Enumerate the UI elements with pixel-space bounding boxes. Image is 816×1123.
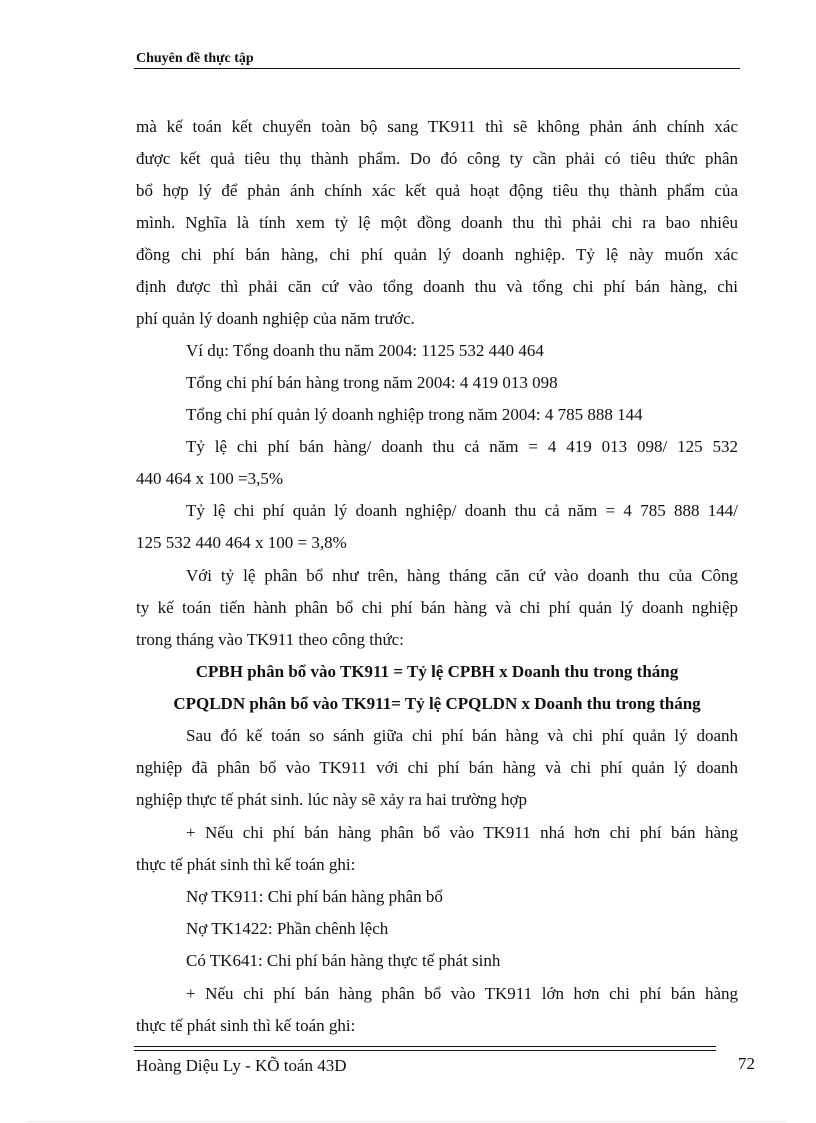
body-line: bổ hợp lý để phản ánh chính xác kết quả hoạt động tiêu thụ thành phẩm của [136,181,738,200]
body-line: nghiệp thực tế phát sinh. lúc này sẽ xảy ra hai trường hợp [136,790,527,809]
body-line: thực tế phát sinh thì kế toán ghi: [136,855,356,874]
body-line: 125 532 440 464 x 100 = 3,8% [136,533,347,552]
body-line: Nợ TK911: Chi phí bán hàng phân bổ [186,887,443,906]
body-line: Tổng chi phí quản lý doanh nghiệp trong năm 2004: 4 785 888 144 [186,405,643,424]
header-divider [134,68,740,69]
body-line: Với tỷ lệ phân bổ như trên, hàng tháng căn cứ vào doanh thu của Công [186,566,738,585]
body-line: Có TK641: Chi phí bán hàng thực tế phát sinh [186,951,501,970]
body-line: định được thì phải căn cứ vào tổng doanh thu và tổng chi phí bán hàng, chi [136,277,738,296]
body-line: + Nếu chi phí bán hàng phân bổ vào TK911 lớn hơn chi phí bán hàng [186,984,738,1003]
body-line: thực tế phát sinh thì kế toán ghi: [136,1016,356,1035]
formula-line: CPQLDN phân bổ vào TK911= Tỷ lệ CPQLDN x Doanh thu trong tháng [173,694,701,713]
body-line: phí quản lý doanh nghiệp của năm trước. [136,309,415,328]
body-line: mà kế toán kết chuyển toàn bộ sang TK911 thì sẽ không phản ánh chính xác [136,117,738,136]
body-line: Tỷ lệ chi phí bán hàng/ doanh thu cả năm = 4 419 013 098/ 125 532 [186,437,738,456]
formula-line: CPBH phân bổ vào TK911 = Tỷ lệ CPBH x Doanh thu trong tháng [195,662,679,681]
body-line: ty kế toán tiến hành phân bổ chi phí bán hàng và chi phí quản lý doanh nghiệp [136,598,738,617]
body-line: + Nếu chi phí bán hàng phân bổ vào TK911 nhá hơn chi phí bán hàng [186,823,738,842]
body-line: Tỷ lệ chi phí quản lý doanh nghiệp/ doanh thu cả năm = 4 785 888 144/ [186,501,738,520]
body-line: trong tháng vào TK911 theo công thức: [136,630,404,649]
body-line: Nợ TK1422: Phần chênh lệch [186,919,389,938]
footer-author: Hoàng Diệu Ly - KÕ toán 43D [136,1056,347,1075]
body-line: Ví dụ: Tổng doanh thu năm 2004: 1125 532 440 464 [186,341,544,360]
body-line: Tổng chi phí bán hàng trong năm 2004: 4 419 013 098 [186,373,558,392]
page-edge-divider [28,1121,788,1122]
body-line: mình. Nghĩa là tính xem tỷ lệ một đồng doanh thu thì phải chi ra bao nhiêu [136,213,738,232]
body-line: Sau đó kế toán so sánh giữa chi phí bán hàng và chi phí quản lý doanh [186,726,738,745]
body-line: nghiệp đã phân bổ vào TK911 với chi phí bán hàng và chi phí quản lý doanh [136,758,738,777]
body-line: được kết quả tiêu thụ thành phẩm. Do đó công ty cần phải có tiêu thức phân [136,149,738,168]
footer-divider [134,1046,716,1047]
body-line: 440 464 x 100 =3,5% [136,469,283,488]
footer-divider [134,1050,716,1051]
page-number: 72 [738,1054,755,1073]
body-line: đồng chi phí bán hàng, chi phí quản lý doanh nghiệp. Tỷ lệ này muốn xác [136,245,738,264]
header-title: Chuyên đề thực tập [136,51,254,66]
